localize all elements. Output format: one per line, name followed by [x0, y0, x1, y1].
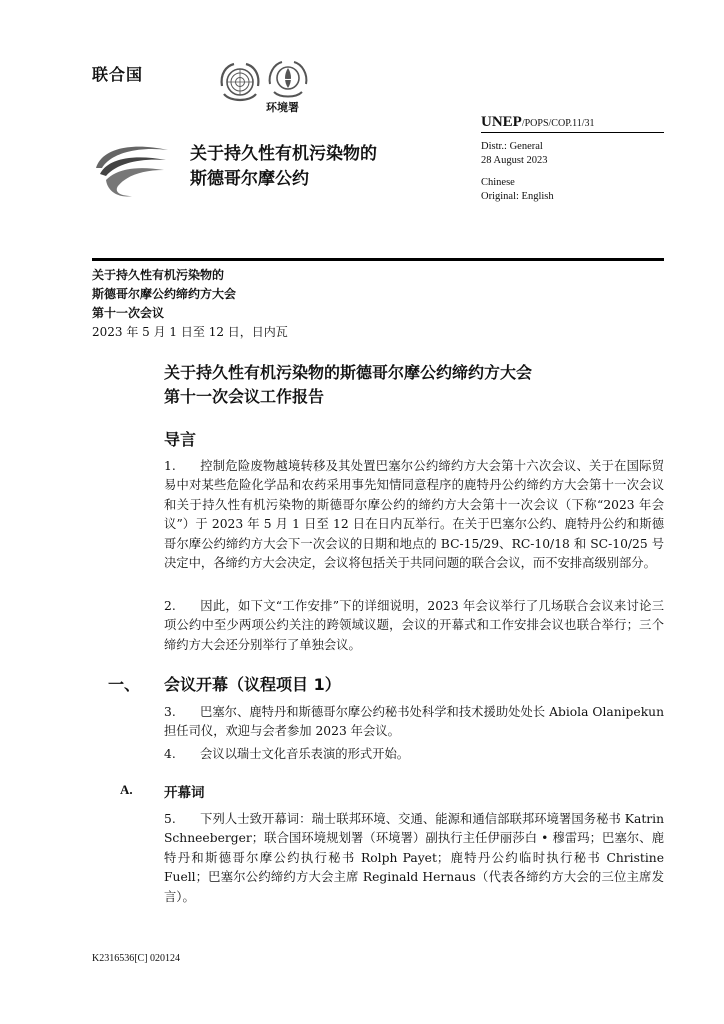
symbol-main: UNEP	[481, 114, 522, 130]
subsection-title: 开幕词	[164, 785, 205, 801]
un-name-label: 联合国	[92, 65, 144, 84]
convention-swoosh-icon	[92, 138, 172, 202]
convention-title-line2: 斯德哥尔摩公约	[190, 169, 309, 189]
paragraph-2	[164, 597, 664, 655]
meeting-dates: 2023 年 5 月 1 日至 12 日，日内瓦	[92, 325, 288, 339]
paragraph-text: 巴塞尔、鹿特丹和斯德哥尔摩公约秘书处科学和技术援助处处长 Abiola Olanipekun 担任司仪，欢迎与会者参加 2023 年会议。	[164, 705, 664, 739]
convention-title	[190, 142, 470, 192]
document-title-line1: 关于持久性有机污染物的斯德哥尔摩公约缔约方大会	[164, 363, 533, 382]
main-rule	[92, 258, 664, 261]
intro-heading: 导言	[164, 430, 197, 449]
meeting-line3: 第十一次会议	[92, 306, 165, 320]
header-rule	[481, 132, 664, 133]
language-label: Chinese	[481, 177, 515, 188]
distribution-block	[481, 140, 554, 204]
meeting-info	[92, 266, 288, 342]
symbol-suffix: /POPS/COP.11/31	[521, 118, 595, 129]
paragraph-number: 5.	[164, 812, 176, 826]
paragraph-3	[164, 703, 664, 742]
meeting-line2: 斯德哥尔摩公约缔约方大会	[92, 287, 237, 301]
document-symbol	[481, 114, 595, 131]
paragraph-1	[164, 457, 664, 573]
paragraph-text: 控制危险废物越境转移及其处置巴塞尔公约缔约方大会第十六次会议、关于在国际贸易中对某些危险化学品和农药采用事先知情同意程序的鹿特丹公约缔约方大会第十一次会议和关于持久性有机污染物的斯德哥尔摩公约的缔约方大会第十一次会议（下称“2023 年会议”）于 2023 年 5 月 1 日至 12 日在日内瓦举行。在关于巴塞尔公约、鹿特丹公约和斯德哥尔摩公约缔约方大会下一次会议的日期和地点的 BC-15/29、RC-10/18 和 SC-10/25 号决定中，各缔约方大会决定，会议将包括关于共同问题的联合会议，而不安排高级别部分。	[164, 459, 664, 571]
unep-logo-icon	[266, 60, 310, 102]
document-title-line2: 第十一次会议工作报告	[164, 387, 325, 406]
original-language: Original: English	[481, 191, 554, 202]
section-number: 一、	[108, 675, 141, 694]
paragraph-number: 2.	[164, 599, 176, 613]
paragraph-number: 3.	[164, 705, 176, 719]
footer-code: K2316536[C] 020124	[92, 953, 181, 964]
paragraph-number: 4.	[164, 747, 176, 761]
paragraph-text: 因此，如下文“工作安排”下的详细说明，2023 年会议举行了几场联合会议来讨论三项公约中至少两项公约关注的跨领域议题，会议的开幕式和工作安排会议也联合举行；三个缔约方大会还分别举行了单独会议。	[164, 599, 664, 652]
unep-name-label: 环境署	[266, 101, 299, 114]
paragraph-5	[164, 810, 664, 907]
paragraph-4	[164, 745, 664, 764]
paragraph-text: 下列人士致开幕词：瑞士联邦环境、交通、能源和通信部联邦环境署国务秘书 Katrin Schneeberger；联合国环境规划署（环境署）副执行主任伊丽莎白 • 穆雷玛；巴塞尔、鹿特丹和斯德哥尔摩公约执行秘书 Rolph Payet；鹿特丹公约临时执行秘书 Christine Fuell；巴塞尔公约缔约方大会主席 Reginald Hernaus（代表各缔约方大会的三位主席发言）。	[164, 812, 664, 904]
subsection-letter: A.	[120, 782, 133, 797]
un-emblem-icon	[216, 60, 264, 108]
distr-label: Distr.: General	[481, 141, 543, 152]
paragraph-number: 1.	[164, 459, 176, 473]
document-title	[164, 361, 644, 409]
paragraph-text: 会议以瑞士文化音乐表演的形式开始。	[200, 747, 410, 761]
meeting-line1: 关于持久性有机污染物的	[92, 268, 225, 282]
convention-title-line1: 关于持久性有机污染物的	[190, 144, 377, 164]
section-title: 会议开幕（议程项目 1）	[164, 675, 341, 694]
issue-date: 28 August 2023	[481, 155, 548, 166]
